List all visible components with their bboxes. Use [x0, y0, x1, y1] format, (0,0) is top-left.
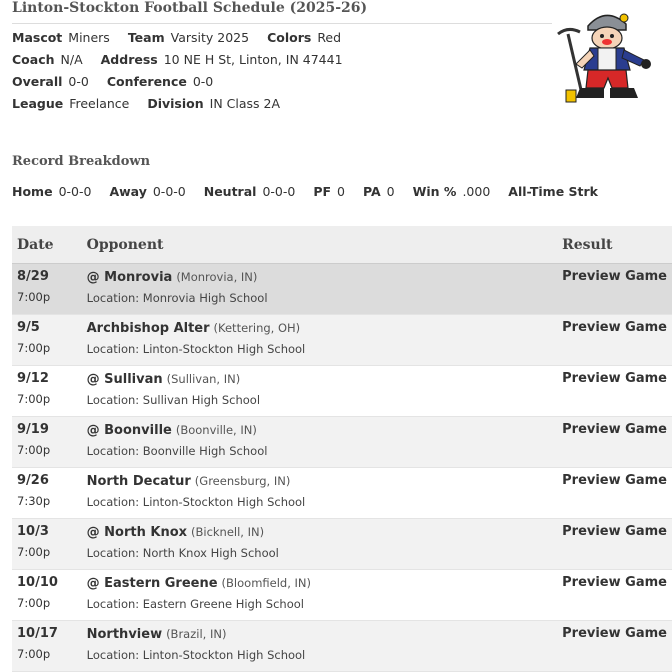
pf-label: PF — [313, 184, 332, 199]
info-row-1 — [12, 30, 355, 45]
game-time: 7:00p — [17, 596, 51, 610]
team-label: Team — [127, 30, 165, 45]
division-label: Division — [147, 96, 204, 111]
game-time: 7:00p — [17, 290, 51, 304]
mascot-value: Miners — [68, 30, 110, 45]
preview-game-link[interactable]: Preview Game — [562, 269, 667, 284]
table-row — [12, 519, 672, 570]
result-column-header: Result — [557, 226, 672, 264]
coach-value: N/A — [60, 52, 83, 67]
table-row — [12, 417, 672, 468]
league-value: Freelance — [69, 96, 130, 111]
overall-value: 0-0 — [68, 74, 89, 89]
mascot-label: Mascot — [12, 30, 63, 45]
table-row — [12, 468, 672, 519]
game-date: 9/5 — [17, 320, 40, 335]
preview-game-link[interactable]: Preview Game — [562, 473, 667, 488]
conference-value: 0-0 — [192, 74, 214, 89]
table-header-row — [12, 226, 672, 264]
preview-game-link[interactable]: Preview Game — [562, 422, 667, 437]
opponent-city: (Boonville, IN) — [175, 423, 257, 437]
game-location: Location: Linton-Stockton High School — [86, 648, 306, 662]
away-value: 0-0-0 — [152, 184, 186, 199]
record-breakdown-row — [12, 184, 604, 199]
game-location: Location: Monrovia High School — [86, 291, 268, 305]
preview-game-link[interactable]: Preview Game — [562, 371, 667, 386]
game-date: 10/3 — [17, 524, 49, 539]
opponent-city: (Sullivan, IN) — [166, 372, 241, 386]
coach-label: Coach — [12, 52, 55, 67]
game-location: Location: Linton-Stockton High School — [86, 342, 306, 356]
game-time: 7:00p — [17, 545, 51, 559]
game-time: 7:00p — [17, 392, 51, 406]
pf-value: 0 — [337, 184, 345, 199]
table-row — [12, 621, 672, 672]
game-location: Location: Sullivan High School — [86, 393, 261, 407]
pa-label: PA — [362, 184, 381, 199]
opponent-link[interactable]: Northview — [86, 627, 163, 642]
game-date: 10/17 — [17, 626, 58, 641]
game-time: 7:30p — [17, 494, 51, 508]
win-pct-label: Win % — [412, 184, 457, 199]
info-row-4 — [12, 96, 294, 111]
table-row — [12, 315, 672, 366]
opponent-link[interactable]: @ Monrovia — [86, 270, 173, 285]
info-row-3 — [12, 74, 227, 89]
address-label: Address — [100, 52, 158, 67]
opponent-link[interactable]: North Decatur — [86, 474, 191, 489]
away-label: Away — [109, 184, 147, 199]
opponent-city: (Kettering, OH) — [213, 321, 301, 335]
game-date: 9/12 — [17, 371, 49, 386]
date-column-header: Date — [12, 226, 82, 264]
division-value: IN Class 2A — [209, 96, 281, 111]
game-time: 7:00p — [17, 443, 51, 457]
preview-game-link[interactable]: Preview Game — [562, 524, 667, 539]
address-value: 10 NE H St, Linton, IN 47441 — [163, 52, 343, 67]
colors-value: Red — [317, 30, 342, 45]
game-location: Location: Boonville High School — [86, 444, 268, 458]
opponent-link[interactable]: @ Sullivan — [86, 372, 163, 387]
game-time: 7:00p — [17, 647, 51, 661]
miner-mascot-logo — [554, 4, 660, 108]
table-row — [12, 570, 672, 621]
preview-game-link[interactable]: Preview Game — [562, 575, 667, 590]
opponent-link[interactable]: @ Eastern Greene — [86, 576, 218, 591]
opponent-link[interactable]: Archbishop Alter — [86, 321, 210, 336]
team-value: Varsity 2025 — [170, 30, 250, 45]
overall-label: Overall — [12, 74, 63, 89]
all-time-streak-label: All-Time Strk — [508, 184, 598, 199]
opponent-city: (Brazil, IN) — [166, 627, 227, 641]
win-pct-value: .000 — [462, 184, 491, 199]
game-date: 9/19 — [17, 422, 49, 437]
page-title: Linton-Stockton Football Schedule (2025-26) — [12, 0, 368, 16]
game-date: 9/26 — [17, 473, 49, 488]
preview-game-link[interactable]: Preview Game — [562, 320, 667, 335]
game-date: 10/10 — [17, 575, 58, 590]
info-row-2 — [12, 52, 357, 67]
neutral-value: 0-0-0 — [262, 184, 296, 199]
home-label: Home — [12, 184, 53, 199]
game-location: Location: North Knox High School — [86, 546, 279, 560]
record-breakdown-heading: Record Breakdown — [12, 154, 151, 169]
opponent-city: (Monrovia, IN) — [176, 270, 258, 284]
preview-game-link[interactable]: Preview Game — [562, 626, 667, 641]
table-row — [12, 264, 672, 315]
schedule-table — [12, 226, 672, 672]
opponent-city: (Greensburg, IN) — [194, 474, 291, 488]
opponent-column-header: Opponent — [82, 226, 558, 264]
game-time: 7:00p — [17, 341, 51, 355]
colors-label: Colors — [267, 30, 312, 45]
opponent-link[interactable]: @ Boonville — [86, 423, 172, 438]
opponent-city: (Bloomfield, IN) — [221, 576, 311, 590]
opponent-link[interactable]: @ North Knox — [86, 525, 188, 540]
title-divider — [12, 23, 552, 24]
game-location: Location: Eastern Greene High School — [86, 597, 304, 611]
pa-value: 0 — [386, 184, 395, 199]
game-date: 8/29 — [17, 269, 49, 284]
table-row — [12, 366, 672, 417]
game-location: Location: Linton-Stockton High School — [86, 495, 306, 509]
home-value: 0-0-0 — [58, 184, 92, 199]
conference-label: Conference — [106, 74, 187, 89]
league-label: League — [12, 96, 64, 111]
opponent-city: (Bicknell, IN) — [191, 525, 265, 539]
neutral-label: Neutral — [203, 184, 257, 199]
